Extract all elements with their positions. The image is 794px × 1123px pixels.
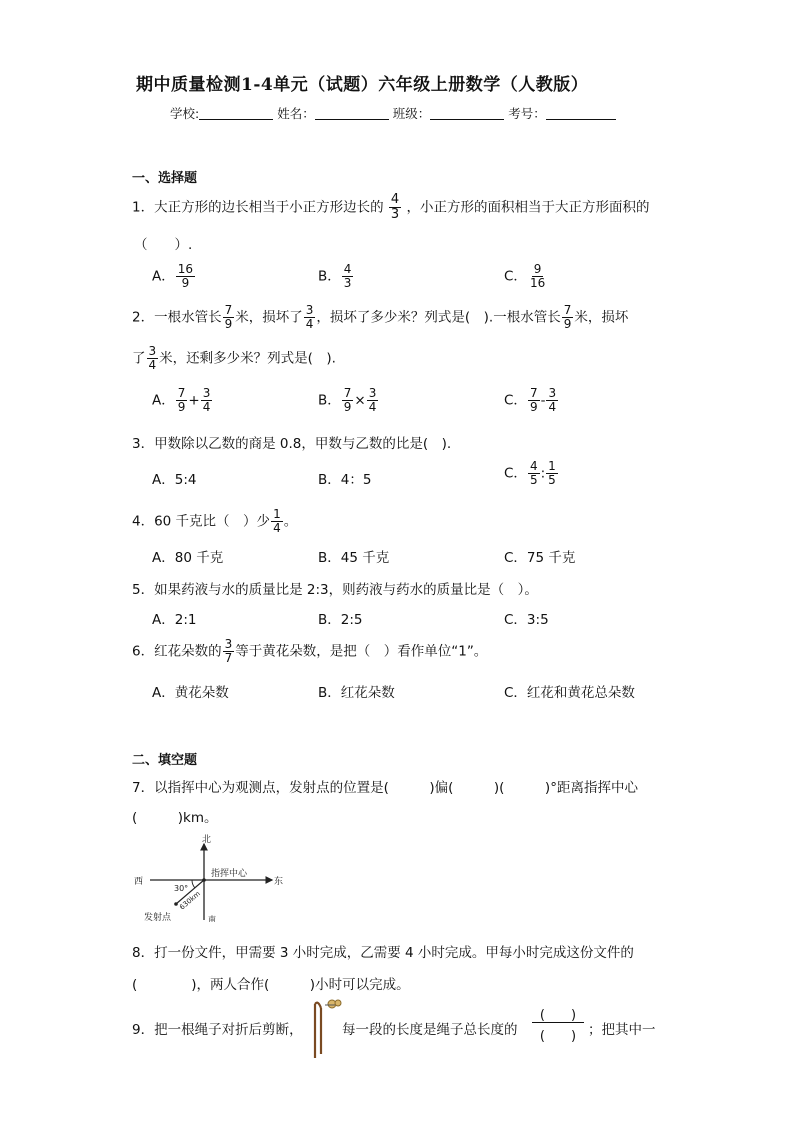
school-label: 学校: bbox=[170, 106, 200, 121]
page-title: 期中质量检测1-4单元（试题）六年级上册数学（人教版） bbox=[136, 75, 589, 95]
center-label: 指挥中心 bbox=[211, 869, 248, 879]
q6-option-c[interactable]: C．红花和黄花总朵数 bbox=[504, 685, 635, 701]
q2-line2: 了 $\frac{3}{4}$ 米，还剩多少米？列式是( ). bbox=[132, 344, 336, 372]
q1-option-c[interactable]: C． $\frac{9}{16}$ bbox=[504, 262, 546, 290]
q4-option-a[interactable]: A．80 千克 bbox=[152, 550, 224, 566]
q4-option-b[interactable]: B．45 千克 bbox=[318, 550, 390, 566]
question-3: 3．甲数除以乙数的商是 0.8，甲数与乙数的比是( ). bbox=[132, 436, 452, 452]
q1-fraction: $\frac{4}{3}$ bbox=[390, 192, 400, 222]
q1-option-a[interactable]: A． $\frac{16}{9}$ bbox=[152, 262, 194, 290]
question-5: 5．如果药液与水的质量比是 2:3，则药液与药水的质量比是（ ）。 bbox=[132, 582, 538, 598]
question-7: 7．以指挥中心为观测点，发射点的位置是( )偏( )( )°距离指挥中心 bbox=[132, 780, 638, 796]
q9-text-end: ；把其中一 bbox=[588, 1022, 656, 1038]
q1-option-b[interactable]: B． $\frac{4}{3}$ bbox=[318, 262, 352, 290]
rope-image bbox=[305, 998, 345, 1060]
q1-line2: （ ）. bbox=[134, 237, 193, 253]
q9-text-middle: 每一段的长度是绳子总长度的 bbox=[342, 1022, 518, 1038]
q8-line2: ( )，两人合作( )小时可以完成。 bbox=[132, 977, 410, 993]
exam-number-label: 考号： bbox=[508, 106, 546, 121]
q7-line2: ( )km。 bbox=[132, 810, 218, 826]
q4-option-c[interactable]: C．75 千克 bbox=[504, 550, 576, 566]
question-2: 2．一根水管长 $\frac{7}{9}$ 米，损坏了 $\frac{3}{4}$ ，损坏了多少米？列式是( ).一根水管长 $\frac{7}{9}$ 米，损坏 bbox=[132, 303, 629, 331]
q3-option-a[interactable]: A．5:4 bbox=[152, 472, 197, 488]
q9-answer-fraction[interactable]: ( ) ( ) bbox=[532, 1004, 584, 1044]
section-title-fill-in: 二、填空题 bbox=[132, 753, 198, 768]
center-point bbox=[202, 878, 206, 882]
east-label: 东 bbox=[274, 877, 284, 887]
q6-option-a[interactable]: A．黄花朵数 bbox=[152, 685, 229, 701]
question-4: 4．60 千克比（ ）少 $\frac{1}{4}$ 。 bbox=[132, 507, 298, 535]
q5-option-c[interactable]: C．3:5 bbox=[504, 612, 549, 628]
school-field[interactable] bbox=[199, 106, 273, 120]
q3-option-b[interactable]: B．4：5 bbox=[318, 472, 372, 488]
question-8: 8．打一份文件，甲需要 3 小时完成，乙需要 4 小时完成。甲每小时完成这份文件的 bbox=[132, 945, 634, 961]
angle-label: 30° bbox=[174, 884, 189, 893]
north-label: 北 bbox=[202, 835, 212, 845]
name-label: 姓名： bbox=[277, 106, 315, 121]
q1-text-rest: ，小正方形的面积相当于大正方形面积的 bbox=[406, 199, 650, 216]
south-label: 南 bbox=[208, 915, 216, 922]
question-6: 6．红花朵数的 $\frac{3}{7}$ 等于黄花朵数，是把（ ）看作单位“1”。 bbox=[132, 637, 488, 665]
direction-diagram bbox=[132, 832, 292, 922]
exam-number-field[interactable] bbox=[546, 106, 616, 120]
student-info-line bbox=[170, 104, 616, 122]
distance-label: 630km bbox=[178, 889, 202, 912]
launch-point-label: 发射点 bbox=[144, 913, 172, 922]
west-label: 西 bbox=[134, 877, 144, 887]
angle-arc bbox=[192, 880, 195, 888]
q3-option-c[interactable]: C． $\frac{4}{5}$ : $\frac{1}{5}$ bbox=[504, 459, 556, 487]
q6-option-b[interactable]: B．红花朵数 bbox=[318, 685, 395, 701]
name-field[interactable] bbox=[315, 106, 389, 120]
q2-option-c[interactable]: C． $\frac{7}{9}$ - $\frac{3}{4}$ bbox=[504, 386, 557, 414]
q5-option-a[interactable]: A．2:1 bbox=[152, 612, 197, 628]
class-label: 班级： bbox=[392, 106, 431, 121]
section-title-choice: 一、选择题 bbox=[132, 171, 198, 186]
question-1 bbox=[132, 193, 649, 222]
class-field[interactable] bbox=[430, 106, 504, 120]
q2-option-a[interactable]: A． $\frac{7}{9}$ + $\frac{3}{4}$ bbox=[152, 386, 211, 414]
q5-option-b[interactable]: B．2:5 bbox=[318, 612, 363, 628]
q1-text: 1．大正方形的边长相当于小正方形边长的 bbox=[132, 199, 384, 216]
q2-option-b[interactable]: B． $\frac{7}{9}$ × $\frac{3}{4}$ bbox=[318, 386, 377, 414]
question-9: 9．把一根绳子对折后剪断， bbox=[132, 1022, 303, 1038]
